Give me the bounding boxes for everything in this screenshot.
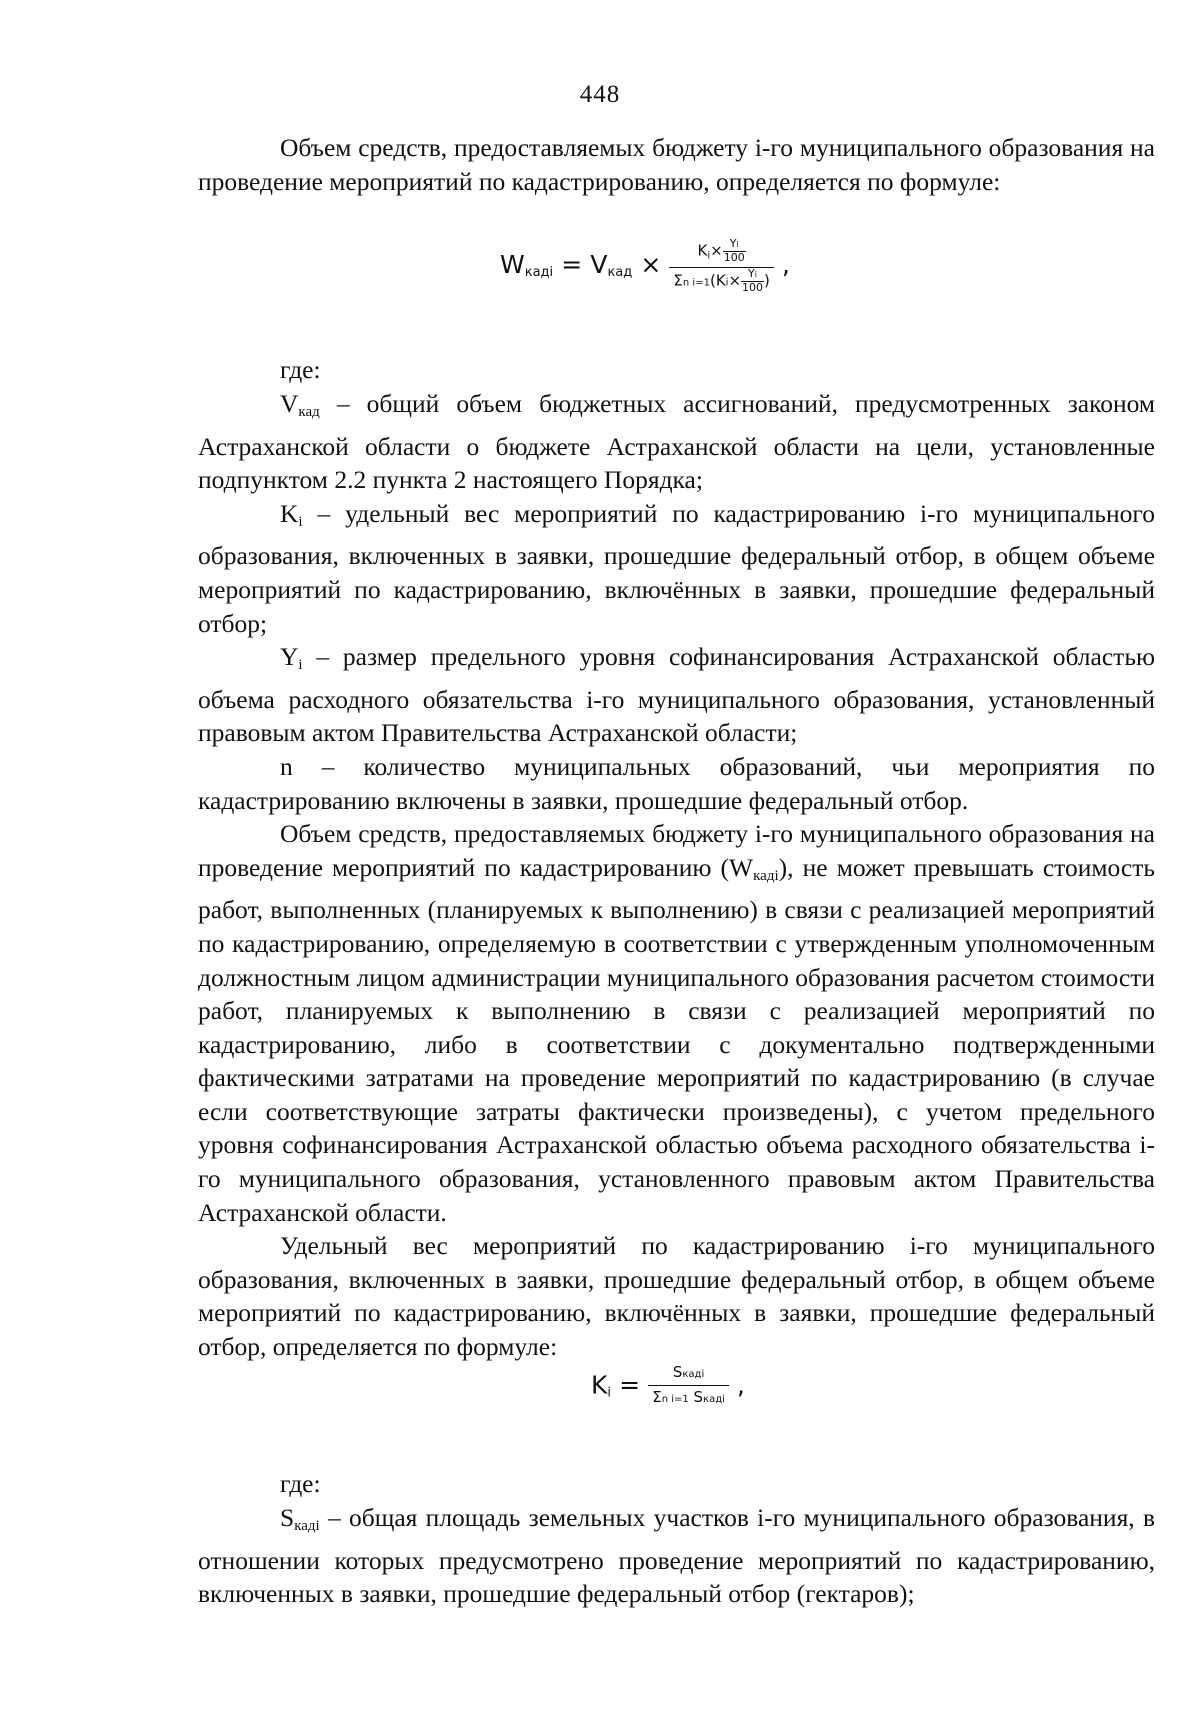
formula2-denominator: Σn i=1 Sкадi xyxy=(652,1388,725,1406)
paragraph-volume-limit: Объем средств, предоставляемых бюджету i-го муниципального образования на проведение мероприятий по кадастрированию $(W_{кадi})$, не может превышать стоимость работ, выполненных (планируемых к выполнению) в связи с реализацией мероприятий по кадастрированию, определяемую в соответствии с утвержденным уполномоченным должностным лицом администрации муниципального образования расчетом стоимости работ, планируемых к выполнению в связи с реализацией мероприятий по кадастрированию, либо в соответствии с документально подтвержденными фактическими затратами на проведение мероприятий по кадастрированию (в случае если соответствующие затраты фактически произведены), с учетом предельного уровня софинансирования Астраханской областью объема расходного обязательства i-го муниципального образования, установленного правовым актом Правительства Астраханской области. xyxy=(198,819,1155,1227)
formula-v-symbol: V xyxy=(590,250,608,279)
page-number: 448 xyxy=(579,81,621,108)
formula2-trailing: , xyxy=(737,1370,745,1400)
mini-den: 100 xyxy=(723,251,745,264)
formula-w-kad xyxy=(500,238,790,294)
formula2-fraction xyxy=(648,1362,729,1411)
formula-k-i: Ki = $\frac{\text{Sкадi}}{\text{Σn i=1 Sкадi}}$ , xyxy=(591,1362,745,1411)
formula-times: × xyxy=(640,250,662,279)
formula-eq: = xyxy=(561,250,583,279)
formula2-eq: = xyxy=(619,1370,641,1400)
definition-k-i: $K_i$ – удельный вес мероприятий по кадастрированию i-го муниципального образования, включенных в заявки, прошедшие федеральный отбор, в общем объеме мероприятий по кадастрированию, включённых в заявки, прошедшие федеральный отбор; xyxy=(198,498,1155,638)
paragraph-text: Объем средств, предоставляемых бюджету i-го муниципального образования на проведение мероприятий по кадастрированию, определяется по формуле: xyxy=(198,133,1155,196)
formula-w-sub: кадi xyxy=(524,265,554,280)
formula-v-sub: кад xyxy=(607,265,633,280)
paragraph-specific-weight: Удельный вес мероприятий по кадастрированию i-го муниципального образования, включенных в заявки, прошедшие федеральный отбор, в общем объеме мероприятий по кадастрированию, включённых в заявки, прошедшие федеральный отбор, определяется по формуле: xyxy=(198,1231,1155,1362)
formula-w-symbol: W xyxy=(500,250,525,279)
mini-num: Yi xyxy=(723,238,746,252)
definition-s-kadi: $S_{кадi}$ – общая площадь земельных участков i-го муниципального образования, в отношении которых предусмотрено проведение мероприятий по кадастрированию, включенных в заявки, прошедшие федеральный отбор (гектаров); xyxy=(198,1503,1155,1609)
definitions-list xyxy=(198,387,1155,1364)
paragraph-intro xyxy=(198,131,1155,198)
formula-trailing: , xyxy=(781,250,790,279)
formula-denominator: Σn i=1(Ki× $\frac{Yi}{100}$ ) xyxy=(673,266,770,294)
definition-n: n – количество муниципальных образований, чьи мероприятия по кадастрированию включены в заявки, прошедшие федеральный отбор. xyxy=(198,751,1155,815)
definition-v-kad: $V_{кад}$ – общий объем бюджетных ассигнований, предусмотренных законом Астраханской области о бюджете Астраханской области на цели, установленные подпунктом 2.2 пункта 2 настоящего Порядка; xyxy=(198,389,1155,495)
formula-fraction xyxy=(669,238,773,294)
where-label-1: где: xyxy=(280,355,321,384)
where-label-2: где: xyxy=(280,1469,321,1498)
definition-s-block xyxy=(198,1501,1155,1611)
formula-numerator: $K_i\times$ $\frac{Yi}{100}$ xyxy=(669,238,773,268)
formula2-k-symbol: K xyxy=(591,1370,608,1400)
definition-y-i: $Y_i$ – размер предельного уровня софинансирования Астраханской областью объема расходного обязательства i-го муниципального образования, установленный правовым актом Правительства Астраханской области; xyxy=(198,642,1155,748)
formula2-numerator: Sкадi xyxy=(648,1362,729,1386)
